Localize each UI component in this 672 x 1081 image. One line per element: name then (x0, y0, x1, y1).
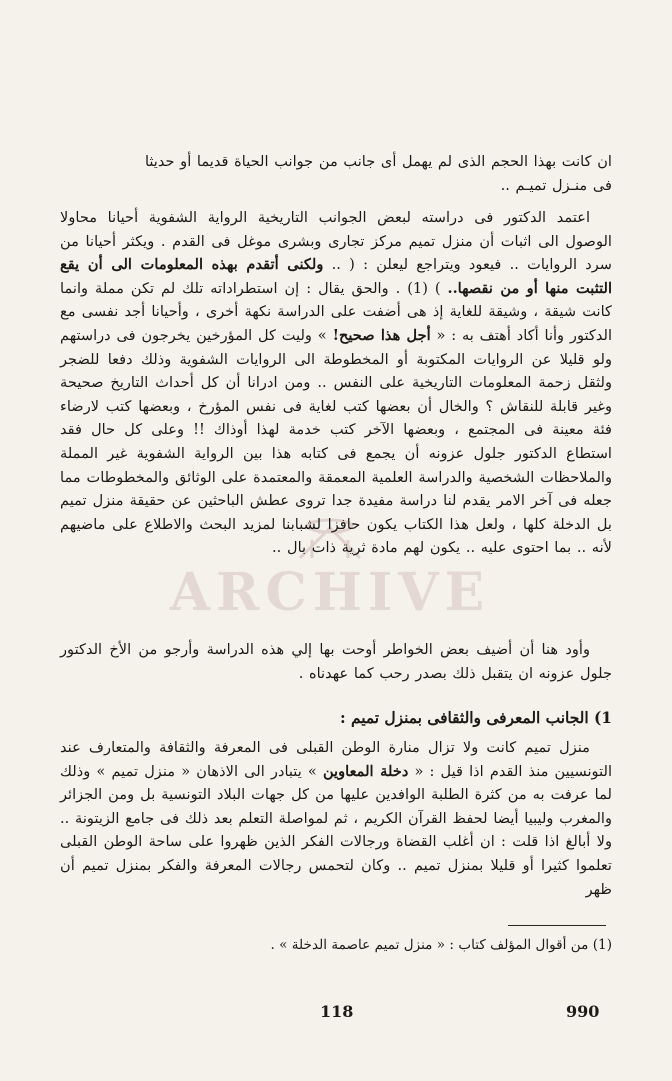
main-text (60, 150, 612, 197)
paragraph (60, 206, 612, 560)
paragraph-text: » يتبادر الى الاذهان « منزل تميم » وذلك لما عرفت به من كثرة الطلبة الوافدين عليها من كل جهات البلاد التونسية بل ومن الجزائر والمغرب وليبيا أيضا لحفظ القرآن الكريم ، ثم لمواصلة التعلم بعد ذلك فى جامع الزيتونة .. ولا أبالغ اذا قلت : ان أغلب القضاة ورجالات الفكر الذين ظهروا على ساحة الوطن القبلى تعلموا كثيرا أو قليلا بمنزل تميم .. وكان لتحمس رجالات المعرفة والفكر بمنزل تميم أن ظهر (60, 762, 612, 898)
paragraph-text: » وليت كل المؤرخين يخرجون فى دراستهم ولو قليلا عن الروايات المكتوبة أو المخطوطة الى الروايات الشفوية وذلك دفعا للضجر ولثقل زحمة المعلومات التاريخية على النفس .. ومن ادرانا أن كل أحداث التاريخ صحيحة وغير قابلة للنقاش ؟ والخال أن بعضها كتب لغاية فى نفس المؤرخ ، وبعضها كتب لارضاء فئة معينة فى المجتمع ، وبعضها الآخر كتب خدمة لهذا أوذاك !! وعلى كل حال فقد استطاع الدكتور جلول عزونه أن يجمع فى كتابه هذا بين الرواية الشفوية غير المملة والملاحظات الشخصية والدراسة العلمية المعمقة والمعتمدة على الوثائق والمخطوطات مما جعله فى آخر الامر يقدم لنا دراسة مفيدة جدا تروى عطش الباحثين عن حقيقة منزل تميم بل الدخلة كلها ، ولعل هذا الكتاب يكون حافزا لشبابنا لمزيد البحث والاطلاع على ماضيهم لأنه .. بما احتوى عليه .. يكون لهم مادة ثرية ذات بال .. (60, 326, 612, 557)
page-number-right: 990 (566, 1002, 600, 1021)
text-line: ان كانت بهذا الحجم الذى لم يهمل أى جانب من جوانب الحياة قديما أو حديثا (144, 153, 612, 170)
paragraph-text: اعتمد الدكتور فى دراسته لبعض الجوانب التاريخية الرواية الشفوية أحيانا محاولا الوصول الى اثبات أن منزل تميم مركز تجارى وبشرى موغل فى القدم . ويكثر أحيانا من سرد الروايات .. فيعود ويتراجع ليعلن : ( .. (60, 209, 612, 274)
paragraph (60, 736, 612, 901)
paragraph (60, 638, 612, 685)
paragraph-text: وأود هنا أن أضيف بعض الخواطر أوحت بها إلي هذه الدراسة وأرجو من الأخ الدكتور جلول عزونه ان يتقبل ذلك بصدر رحب كما عهدناه . (60, 641, 612, 682)
quoted-bold-text: أجل هذا صحيح! (332, 326, 431, 344)
text-line: فى منـزل تميـم .. (500, 176, 612, 194)
paragraph-text: منزل تميم كانت ولا تزال منارة الوطن القبلى فى المعرفة والثقافة والمتعارف عند التونسيين منذ القدم اذا قيل : « (60, 739, 612, 780)
footnote-separator (508, 925, 606, 926)
quoted-bold-text: ولكنى أتقدم بهذه المعلومات الى أن يقع التثبت منها أو من نقصها.. (60, 256, 612, 297)
section-heading: 1) الجانب المعرفى والثقافى بمنزل تميم : (339, 709, 612, 727)
page-number-center: 118 (320, 1002, 354, 1021)
watermark-text: ARCHIVE (169, 562, 491, 623)
paragraph-text: ) (1) . والحق يقال : إن استطراداته تلك لم تكن مملة وانما كانت شيقة ، وشيقة للغاية إذ هى أضفت على الدراسة نكهة أخرى ، وأحيانا أجد نفسى مع الدكتور وأنا أكاد أهتف به : « (60, 279, 613, 344)
quoted-bold-text: دخلة المعاوين (322, 762, 409, 780)
footnote: (1) من أقوال المؤلف كتاب : « منزل تميم عاصمة الدخلة » . (270, 937, 612, 953)
